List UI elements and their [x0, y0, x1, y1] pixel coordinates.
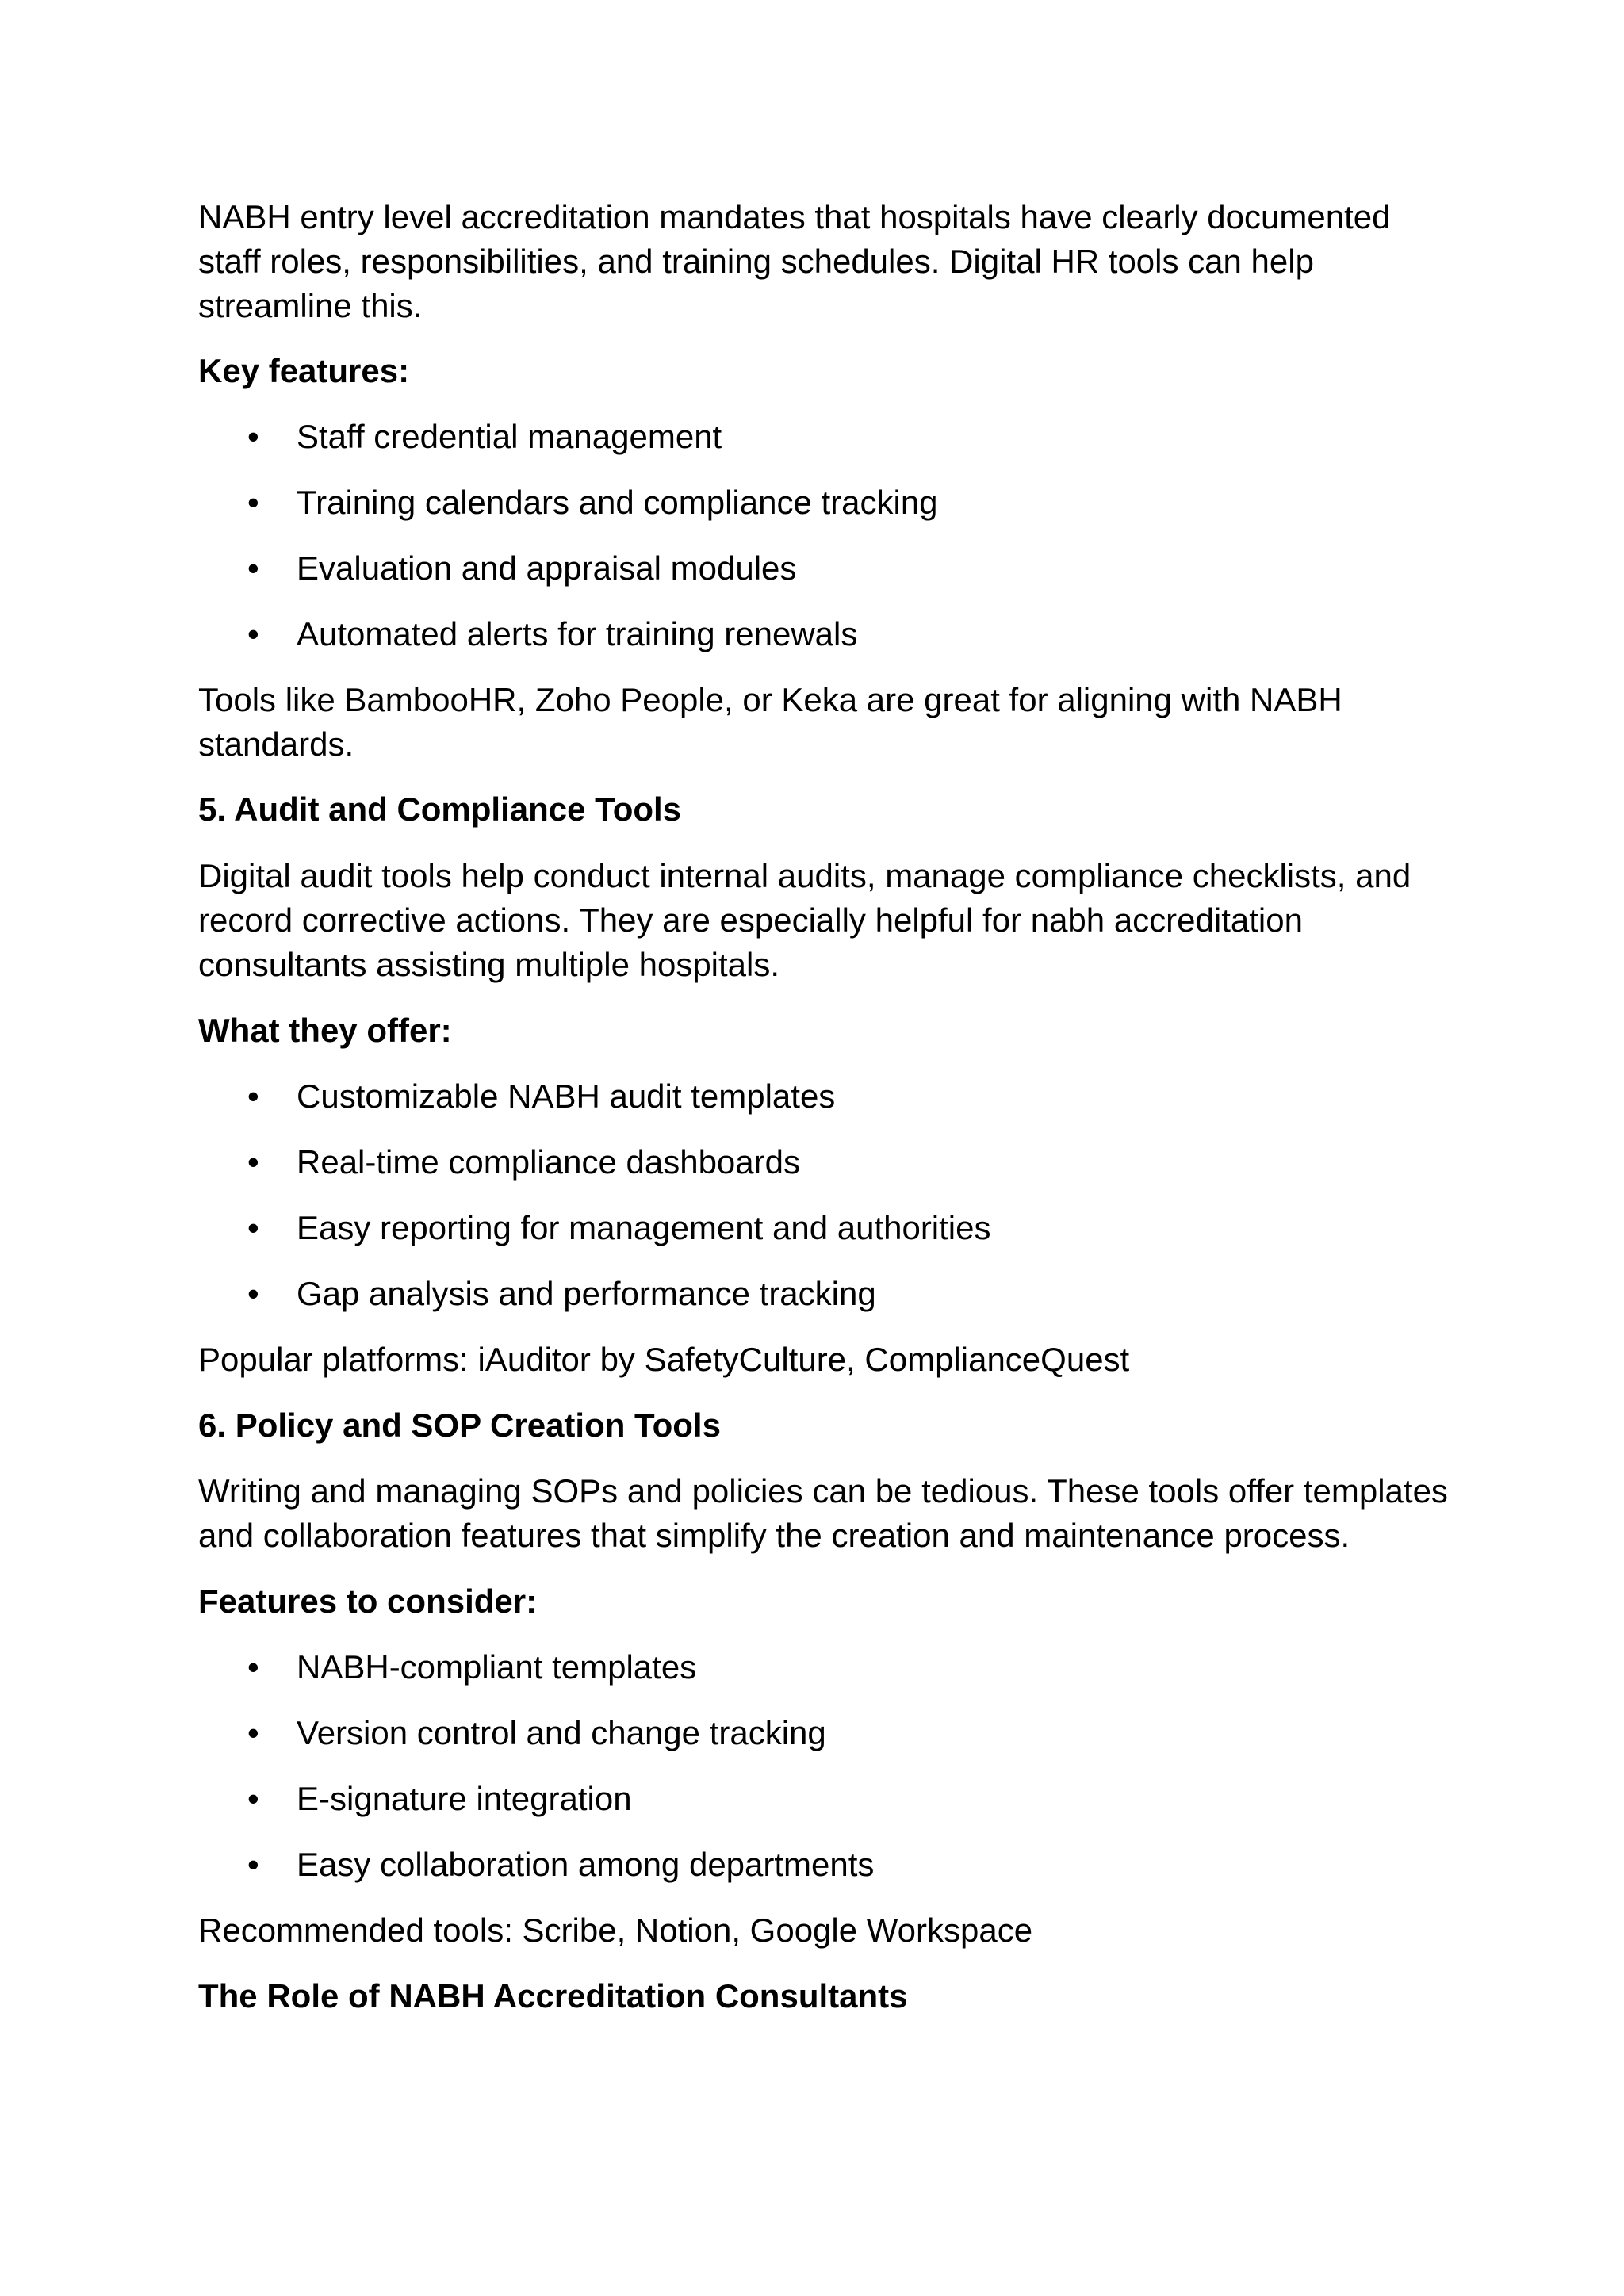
intro-line-3: streamline this. — [198, 287, 423, 324]
bullet-icon: • — [247, 418, 259, 455]
list-item-text: Easy reporting for management and authorities — [297, 1209, 991, 1246]
list-item-text: NABH-compliant templates — [297, 1648, 697, 1686]
intro-line-1: NABH entry level accreditation mandates that hospitals have clearly documented — [198, 198, 1391, 235]
bullet-icon: • — [247, 1648, 259, 1686]
consultants-role-heading: The Role of NABH Accreditation Consultants — [198, 1977, 908, 2015]
list-item-text: E-signature integration — [297, 1780, 632, 1817]
list-item-text: Version control and change tracking — [297, 1714, 826, 1751]
key-features-heading: Key features: — [198, 352, 410, 389]
bullet-icon: • — [247, 484, 259, 521]
hr-tools-line-2: standards. — [198, 725, 354, 763]
section-5-line-3: consultants assisting multiple hospitals. — [198, 946, 780, 983]
bullet-icon: • — [247, 549, 259, 587]
section-5-heading: 5. Audit and Compliance Tools — [198, 790, 682, 828]
popular-platforms-text: Popular platforms: iAuditor by SafetyCulture, ComplianceQuest — [198, 1341, 1130, 1378]
list-item-text: Staff credential management — [297, 418, 722, 455]
list-item-text: Real-time compliance dashboards — [297, 1143, 800, 1181]
list-item-text: Automated alerts for training renewals — [297, 615, 858, 652]
intro-line-2: staff roles, responsibilities, and training schedules. Digital HR tools can help — [198, 243, 1314, 280]
bullet-icon: • — [247, 1275, 259, 1312]
hr-tools-line-1: Tools like BambooHR, Zoho People, or Keka are great for aligning with NABH — [198, 681, 1342, 718]
recommended-tools-text: Recommended tools: Scribe, Notion, Google Workspace — [198, 1911, 1033, 1949]
bullet-icon: • — [247, 1143, 259, 1181]
section-5-line-2: record corrective actions. They are especially helpful for nabh accreditation — [198, 901, 1303, 939]
what-they-offer-heading: What they offer: — [198, 1012, 452, 1049]
features-to-consider-heading: Features to consider: — [198, 1582, 538, 1620]
list-item-text: Gap analysis and performance tracking — [297, 1275, 876, 1312]
list-item-text: Training calendars and compliance tracking — [297, 484, 938, 521]
bullet-icon: • — [247, 615, 259, 652]
bullet-icon: • — [247, 1209, 259, 1246]
section-6-line-1: Writing and managing SOPs and policies can be tedious. These tools offer templates — [198, 1472, 1448, 1510]
list-item-text: Easy collaboration among departments — [297, 1846, 875, 1883]
bullet-icon: • — [247, 1846, 259, 1883]
bullet-icon: • — [247, 1077, 259, 1115]
section-5-line-1: Digital audit tools help conduct internal audits, manage compliance checklists, and — [198, 857, 1411, 894]
list-item-text: Customizable NABH audit templates — [297, 1077, 836, 1115]
bullet-icon: • — [247, 1780, 259, 1817]
list-item-text: Evaluation and appraisal modules — [297, 549, 797, 587]
bullet-icon: • — [247, 1714, 259, 1751]
section-6-heading: 6. Policy and SOP Creation Tools — [198, 1406, 721, 1444]
section-6-line-2: and collaboration features that simplify the creation and maintenance process. — [198, 1517, 1350, 1554]
